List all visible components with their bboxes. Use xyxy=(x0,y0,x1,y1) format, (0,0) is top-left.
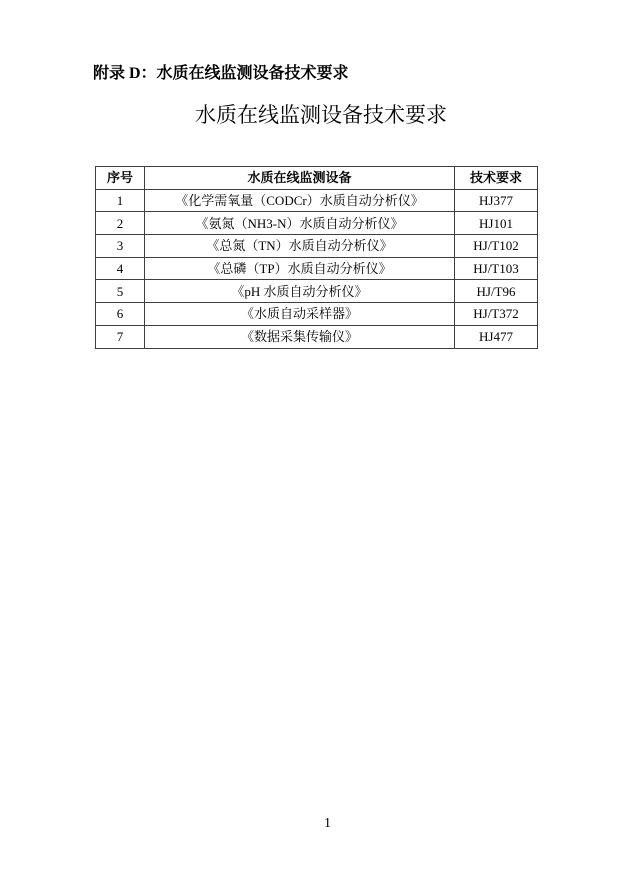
device-name-cell: 《总氮（TN）水质自动分析仪》 xyxy=(145,235,455,258)
col-header-device: 水质在线监测设备 xyxy=(145,167,455,190)
row-index-cell: 6 xyxy=(96,303,145,326)
device-name-cell: 《氨氮（NH3-N）水质自动分析仪》 xyxy=(145,212,455,235)
row-index-cell: 3 xyxy=(96,235,145,258)
row-index-cell: 1 xyxy=(96,189,145,212)
table-row xyxy=(96,280,538,303)
table-row xyxy=(96,235,538,258)
standard-cell: HJ/T102 xyxy=(455,235,538,258)
equipment-table xyxy=(95,166,538,349)
table-header-row xyxy=(96,167,538,190)
table-row xyxy=(96,303,538,326)
col-header-standard: 技术要求 xyxy=(455,167,538,190)
standard-cell: HJ101 xyxy=(455,212,538,235)
standard-cell: HJ477 xyxy=(455,325,538,348)
col-header-index: 序号 xyxy=(96,167,145,190)
device-name-cell: 《水质自动采样器》 xyxy=(145,303,455,326)
page-title: 水质在线监测设备技术要求 xyxy=(195,103,447,127)
device-name-cell: 《pH 水质自动分析仪》 xyxy=(145,280,455,303)
table-row xyxy=(96,325,538,348)
device-name-cell: 《数据采集传输仪》 xyxy=(145,325,455,348)
appendix-heading: 附录 D：水质在线监测设备技术要求 xyxy=(93,65,349,82)
row-index-cell: 7 xyxy=(96,325,145,348)
standard-cell: HJ377 xyxy=(455,189,538,212)
standard-cell: HJ/T96 xyxy=(455,280,538,303)
device-name-cell: 《化学需氧量（CODCr）水质自动分析仪》 xyxy=(145,189,455,212)
table-row xyxy=(96,189,538,212)
row-index-cell: 4 xyxy=(96,257,145,280)
row-index-cell: 2 xyxy=(96,212,145,235)
table-row xyxy=(96,257,538,280)
table-row xyxy=(96,212,538,235)
standard-cell: HJ/T103 xyxy=(455,257,538,280)
standard-cell: HJ/T372 xyxy=(455,303,538,326)
device-name-cell: 《总磷（TP）水质自动分析仪》 xyxy=(145,257,455,280)
row-index-cell: 5 xyxy=(96,280,145,303)
page-number: 1 xyxy=(324,816,331,831)
